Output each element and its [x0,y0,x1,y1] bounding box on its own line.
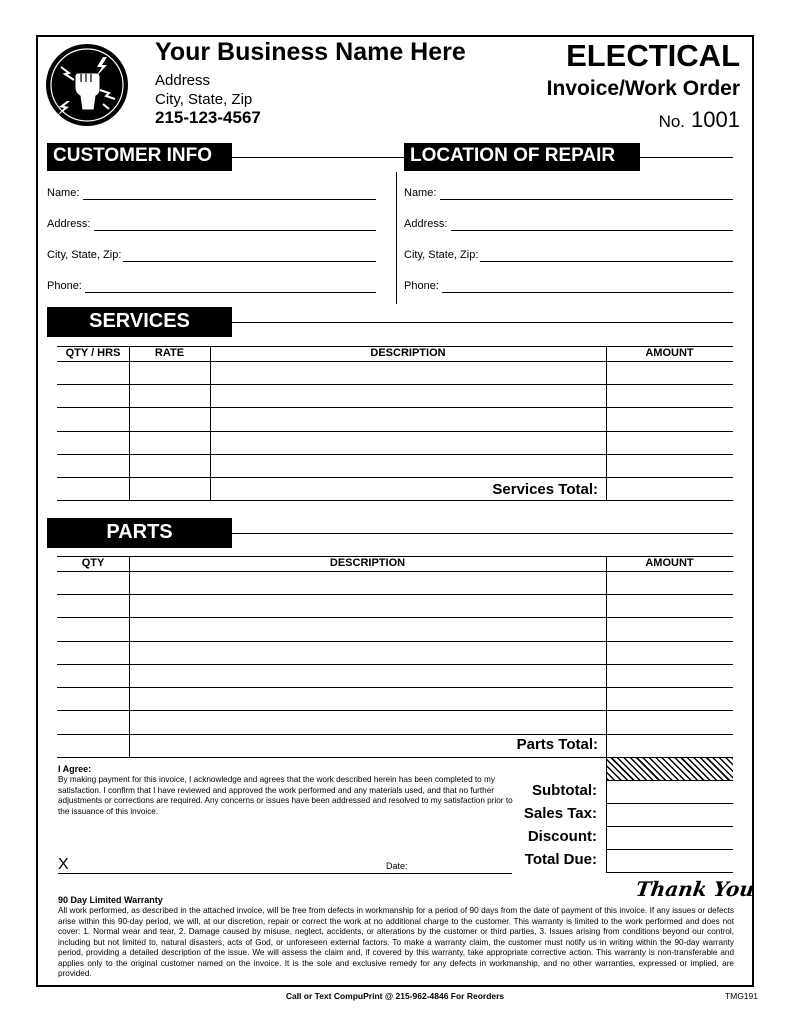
table-row[interactable] [57,500,733,501]
customer-city-label: City, State, Zip: [47,249,122,261]
customer-city-field[interactable] [123,261,376,262]
parts-total-label: Parts Total: [516,736,598,753]
location-name-label: Name: [404,187,437,199]
customer-name-field[interactable] [83,199,376,200]
table-row[interactable] [57,407,733,408]
location-heading: LOCATION OF REPAIR [404,143,640,171]
reorder-note: Call or Text CompuPrint @ 215-962-4846 For Reorders [285,991,505,1001]
parts-table [57,556,733,758]
location-phone-field[interactable] [442,292,733,293]
services-col-amount: AMOUNT [645,347,694,359]
services-col-qty: QTY / HRS [65,347,121,359]
table-row[interactable] [57,710,733,711]
table-row[interactable] [57,641,733,642]
customer-phone-field[interactable] [85,292,376,293]
services-col-description: DESCRIPTION [370,347,446,359]
location-address-field[interactable] [451,230,733,231]
agreement-heading: I Agree: [58,764,92,774]
form-subtitle: Invoice/Work Order [546,77,740,100]
warranty-text: All work performed, as described in the attached invoice, will be free from defects in workmanship for a period of 90 days from the date of payment of this invoice. If any issues or defects arise within this 90-day period, we will, at our discretion, repair or correct the work at no additional charge to the customer. This warranty is limited to the work performed and does not cover: 1. Normal wear and tear, 2. Damage caused by misuse, neglect, accidents, or alterations by the customer or third parties, 3. Issues arising from conditions beyond our control, including but not limited to, natural disasters, acts of God, or unforeseen external factors. To make a warranty claim, the customer must notify us in writing within the 90-day warranty period, providing a detailed description of the issue. We will assess the claim and, if covered by this warranty, take appropriate corrective action. This warranty is non-transferable and applies only to the original customer named on the invoice. It is the sole and exclusive remedy for any defects in workmanship, and no other warranties, expressed or implied, are provided. [58,906,734,978]
subtotal-label: Subtotal: [532,782,597,799]
parts-heading: PARTS [47,518,232,548]
form-code: TMG191 [724,991,758,1001]
page-frame [36,35,754,987]
discount-label: Discount: [527,828,597,845]
hatched-cell [607,758,733,780]
table-row[interactable] [57,431,733,432]
parts-col-amount: AMOUNT [645,557,694,569]
services-total-label: Services Total: [492,481,598,498]
location-city-label: City, State, Zip: [404,249,479,261]
divider [640,157,733,158]
signature-line[interactable] [58,873,512,874]
thank-you: Thank You [634,877,756,901]
table-row[interactable] [57,687,733,688]
customer-name-label: Name: [47,187,80,199]
agreement-text: By making payment for this invoice, I acknowledge and agrees that the work described herein has been completed to my satisfaction. I confirm that I have reviewed and approved the work performed and any materials used, and that no further adjustments or corrections are required. Any concerns or issues have been addressed and resolved to my satisfaction prior to the issuance of this invoice. [58,775,513,816]
location-phone-label: Phone: [404,280,439,292]
table-row[interactable] [57,617,733,618]
location-name-field[interactable] [440,199,733,200]
location-city-field[interactable] [480,261,733,262]
customer-address-field[interactable] [94,230,376,231]
total-due-label: Total Due: [524,851,597,868]
services-heading: SERVICES [47,307,232,337]
signature-mark: X [58,856,69,873]
business-name: Your Business Name Here [155,38,466,66]
customer-info-heading: CUSTOMER INFO [47,143,232,171]
divider [232,533,733,534]
business-address: Address [155,72,211,89]
services-col-rate: RATE [154,347,185,359]
table-row[interactable] [57,664,733,665]
divider [232,157,404,158]
location-address-label: Address: [404,218,448,230]
table-row[interactable] [57,384,733,385]
invoice-number [659,107,740,133]
table-row[interactable] [57,734,733,735]
table-row[interactable] [57,454,733,455]
invoice-number-label: No. [658,112,686,131]
table-row[interactable] [57,477,733,478]
date-label: Date: [386,861,408,871]
services-table [57,346,733,501]
table-row[interactable] [57,594,733,595]
customer-address-label: Address: [47,218,91,230]
parts-col-description: DESCRIPTION [329,557,406,569]
form-title: ELECTICAL [566,38,740,73]
business-city-state-zip: City, State, Zip [155,91,253,108]
invoice-number-value: 1001 [691,107,740,132]
business-phone: 215-123-4567 [155,108,261,127]
divider [232,322,733,323]
parts-col-qty: QTY [81,557,105,569]
sales-tax-label: Sales Tax: [523,805,597,822]
column-divider [396,172,397,304]
fist-lightning-icon [45,43,129,127]
warranty-heading: 90 Day Limited Warranty [58,895,163,905]
customer-phone-label: Phone: [47,280,82,292]
